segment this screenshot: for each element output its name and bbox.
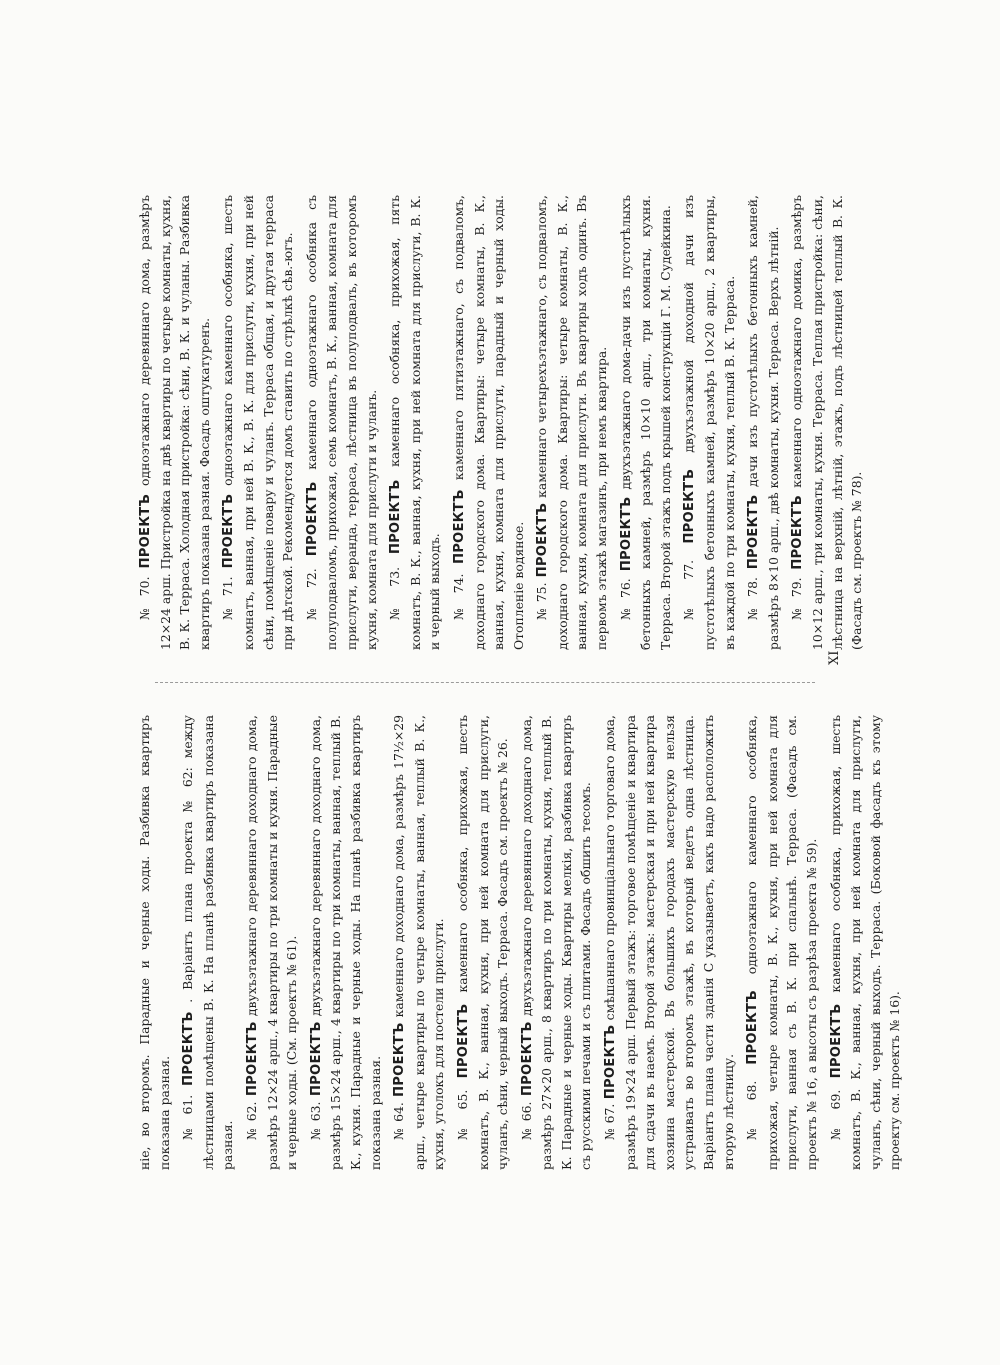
project-entry — [679, 195, 739, 650]
project-description: одноэтажнаго каменнаго особняка, прихожая, четыре комнаты, В. К., кухня, при ней комната для прислуги, ванная съ В. К. при спальнѣ. Терраса. (Фасадъ см. проектъ № 16, а высоты съ разрѣза проекта № 59). — [744, 715, 819, 1170]
project-entry — [242, 715, 302, 1170]
project-keyword: ПРОЕКТЪ — [790, 495, 806, 570]
left-entries-list — [178, 715, 905, 1170]
left-column — [135, 715, 903, 1170]
project-entry — [449, 195, 528, 650]
project-entry — [787, 195, 866, 650]
project-description: каменнаго особняка, прихожая, пять комнатъ, В. К., ванная, кухня, при ней комната для прислуги, В. К. и черный выходъ. — [387, 195, 443, 650]
project-entry — [517, 715, 596, 1170]
project-number: № 77. — [681, 559, 697, 620]
project-entry — [306, 715, 385, 1170]
project-number: № 67. — [602, 1103, 618, 1140]
project-description: дачи изъ пустотѣлыхъ бетонныхъ камней, размѣръ 8×10 арш., двѣ комнаты, кухня. Терраса. Верхъ лѣтній. — [745, 195, 781, 650]
project-keyword: ПРОЕКТЪ — [455, 1003, 471, 1079]
project-entry — [616, 195, 676, 650]
project-description: двухъэтажнаго деревяннаго доходнаго дома, размѣръ 12×24 арш., 4 квартиры по три комнаты и кухня. Парадные и черные ходы. (См. проектъ № 61). — [243, 715, 300, 1170]
project-entry — [135, 195, 214, 650]
project-number: № 66. — [518, 1101, 534, 1140]
project-description: каменнаго одноэтажнаго особняка съ полуподваломъ, прихожая, семь комнатъ, В. К., ванная, комната для прислуги, веранда, терраса, лѣстница въ полуподвалъ, въ которомъ кухня, комната для прислуги и чуланъ. — [303, 195, 379, 650]
project-number: № 75. — [534, 582, 550, 620]
project-keyword: ПРОЕКТЪ — [682, 469, 698, 544]
project-keyword: ПРОЕКТЪ — [181, 1011, 197, 1087]
project-number: № 68. — [744, 1080, 760, 1140]
project-number: № 72. — [303, 568, 319, 620]
project-description: каменнаго доходнаго дома, размѣръ 17½×29 арш., четыре квартиры по четыре комнаты, ванная, теплый В. К., кухня, уголокъ для постели прислуги. — [391, 715, 447, 1170]
project-description: каменнаго одноэтажнаго домика, размѣръ 10×12 арш., три комнаты, кухня. Терраса. Теплая пристройка: сѣни, лѣстница на верхній, лѣтній, этажъ, подъ лѣстницей теплый В. К. (Фасадъ см. проектъ № 78). — [789, 195, 865, 650]
column-divider — [155, 682, 815, 683]
project-keyword: ПРОЕКТЪ — [519, 1021, 535, 1097]
project-number: № 78. — [745, 577, 761, 620]
project-keyword: ПРОЕКТЪ — [451, 489, 467, 565]
project-number: № 79. — [789, 577, 805, 620]
project-keyword: ПРОЕКТЪ — [745, 990, 761, 1065]
project-description: двухъэтажной доходной дачи изъ пустотѣлыхъ бетонныхъ камней, размѣръ 10×20 арш., 2 квартиры, въ каждой по три комнаты, кухня, теплый В. К. Терраса. — [681, 195, 737, 650]
project-keyword: ПРОЕКТЪ — [244, 1021, 260, 1097]
project-description: . Варіантъ плана проекта № 62: между лѣстницами помѣщены В. К. На планѣ разбивка квартиръ показана разная. — [180, 715, 236, 1170]
right-entries-list — [135, 195, 867, 650]
project-keyword: ПРОЕКТЪ — [308, 1021, 324, 1097]
project-description: одноэтажнаго каменнаго особняка, шесть комнатъ, ванная, при ней В. К., В. К. для прислуги, кухня, при ней сѣни, помѣщеніе повару и чуланъ. Терраса общая, и другая терраса при дѣтской. Рекомендуется домъ ставить по стрѣлкѣ сѣв.-югъ. — [220, 195, 296, 650]
page-number: XI — [827, 650, 842, 665]
project-keyword: ПРОЕКТЪ — [304, 481, 320, 557]
project-keyword: ПРОЕКТЪ — [746, 494, 762, 570]
project-number: № 70. — [137, 576, 152, 620]
project-description: двухъэтажнаго деревяннаго доходнаго дома, размѣръ 15×24 арш., 4 квартиры по три комнаты, ванная, теплый В. К., кухня. Парадные и черные ходы. На планѣ разбивка квартиръ показана разная. — [307, 715, 383, 1170]
project-description: каменнаго пятиэтажнаго, съ подваломъ, доходнаго городского дома. Квартиры: четыре комнаты, В. К., ванная, кухня, комната для прислуги, парадный и черный ходы. Отопленіе водяное. — [450, 195, 526, 650]
project-number: № 69. — [827, 1089, 843, 1140]
project-description: каменнаго четырехъэтажнаго, съ подваломъ, доходнаго городского дома. Квартиры: четыре комнаты, В. К., ванная, кухня, комната для прислуги. Въ квартиры ходъ одинъ. Въ первомъ этажѣ магазинъ, при немъ квартира. — [534, 195, 610, 650]
project-description: смѣшаннаго провинціальнаго торговаго дома, размѣръ 19×24 арш. Первый этажъ: торговое помѣщеніе и квартира для сдачи въ наемъ. Второй этажъ: мастерская и при ней квартира хозяина мастерской. Въ большихъ городахъ мастерскую нельзя устраивать во второмъ этажѣ, въ который ведетъ одна лѣстница. Варіантъ плана части зданія С указываетъ, какъ надо расположить вторую лѣстницу. — [602, 715, 736, 1170]
project-number: № 71. — [220, 576, 236, 620]
project-description: одноэтажнаго деревяннаго дома, размѣръ 12×24 арш. Пристройка на двѣ квартиры по четыре комнаты, кухня, В. К. Терраса. Холодная пристройка: сѣни, В. К. и чуланы. Разбивка квартиръ показана разная. Фасадъ оштукатуренъ. — [137, 195, 212, 650]
project-keyword: ПРОЕКТЪ — [618, 496, 634, 572]
project-number: № 61. — [180, 1094, 196, 1140]
project-entry — [826, 715, 905, 1170]
project-entry — [532, 195, 611, 650]
rotated-book-page — [135, 170, 903, 1170]
continuation-paragraph: ніе, во второмъ. Парадные и черные ходы. Разбивка квартиръ показана разная. — [137, 715, 172, 1170]
project-keyword: ПРОЕКТЪ — [221, 493, 237, 569]
project-description: двухъэтажнаго деревяннаго доходнаго дома, размѣръ 27×20 арш., 8 квартиръ по три комнаты, кухня, теплый В. К. Парадные и черные ходы. Квартиры мелкія, разбивка квартиръ съ русскими печами и съ плитами. Фасадъ обшить тесомъ. — [518, 715, 594, 1170]
project-keyword: ПРОЕКТЪ — [603, 1024, 619, 1100]
right-column — [135, 195, 865, 650]
project-entry — [302, 195, 381, 650]
project-entry — [385, 195, 445, 650]
project-keyword: ПРОЕКТЪ — [388, 479, 404, 555]
project-description: двухъэтажнаго дома-дачи изъ пустотѣлыхъ бетонныхъ камней, размѣръ 10×10 арш., три комнаты, кухня. Терраса. Второй этажъ подъ крышей конструкціи Г. М. Судейкина. — [617, 195, 673, 650]
project-number: № 76. — [617, 578, 633, 620]
project-description: каменнаго особняка, прихожая, шесть комнатъ, В. К., ванная, кухня, при ней комната для прислуги, чуланъ, сѣни, черный выходъ. Терраса. Фасадъ см. проектъ № 26. — [454, 715, 511, 1170]
project-entry — [742, 715, 821, 1170]
project-entry — [178, 715, 238, 1170]
project-entry — [389, 715, 449, 1170]
project-number: № 73. — [387, 566, 403, 620]
project-number: № 62. — [243, 1101, 259, 1140]
project-entry — [600, 715, 738, 1170]
project-entry — [218, 195, 297, 650]
project-description: каменнаго особняка, прихожая, шесть комнатъ, В. К., ванная, кухня, при ней комната для прислуги, чуланъ, сѣни, черный выходъ. Терраса. (Боковой фасадъ къ этому проекту см. проектъ № 16). — [827, 715, 903, 1170]
project-number: № 64. — [391, 1102, 407, 1140]
project-keyword: ПРОЕКТЪ — [828, 1003, 844, 1079]
project-keyword: ПРОЕКТЪ — [392, 1022, 408, 1098]
project-keyword: ПРОЕКТЪ — [535, 502, 551, 578]
project-number: № 65. — [454, 1089, 470, 1140]
project-keyword: ПРОЕКТЪ — [138, 493, 153, 569]
project-number: № 74. — [450, 573, 466, 620]
project-number: № 63. — [307, 1101, 323, 1140]
project-entry — [453, 715, 513, 1170]
project-entry — [743, 195, 783, 650]
